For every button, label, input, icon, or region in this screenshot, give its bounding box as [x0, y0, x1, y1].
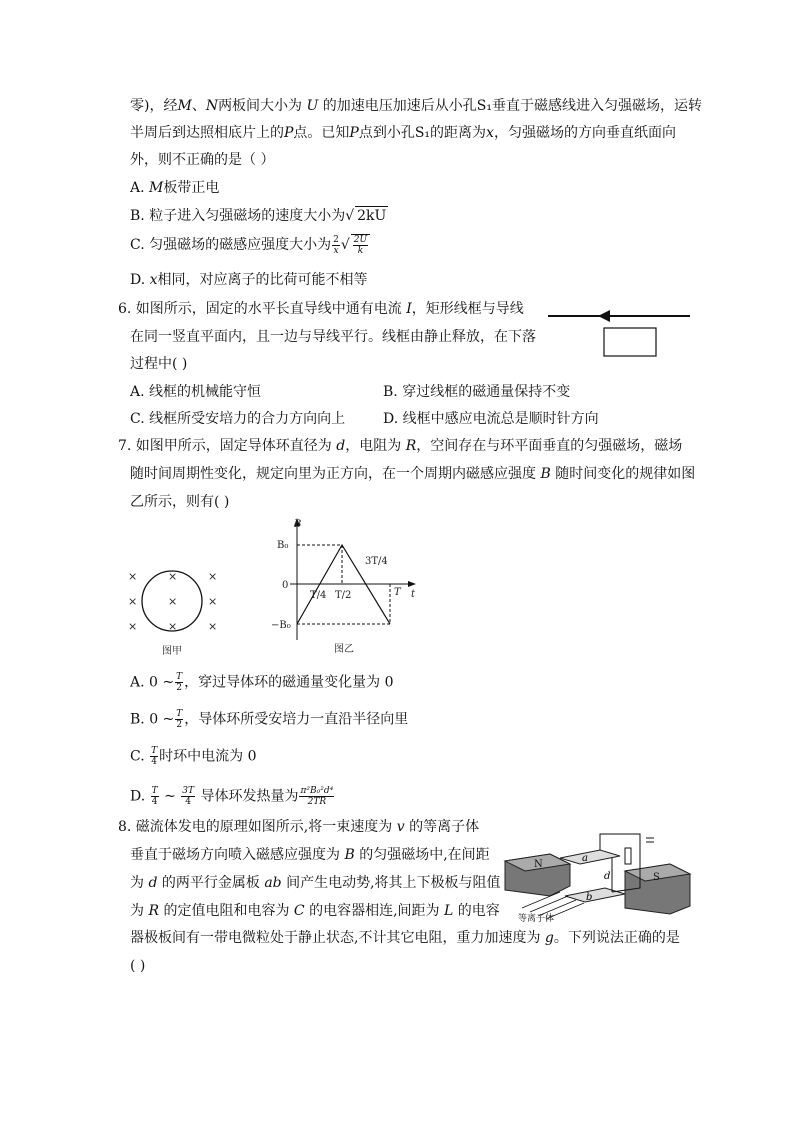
- q5-line1: 零)，经M、N两板间大小为 U 的加速电压加速后从小孔S₁垂直于磁感线进入匀强磁场，运转: [130, 98, 702, 114]
- field-cross: ×: [168, 595, 178, 608]
- q5-option-c: C. 匀强磁场的磁感应强度大小为 $\frac{2}{x}$ √ $\frac{2U}{k}$: [130, 234, 371, 256]
- q7-line3: 乙所示，则有( ): [130, 494, 230, 510]
- q8-line5: 器极板间有一带电微粒处于静止状态,不计其它电阻，重力加速度为 g。下列说法正确的是: [130, 930, 680, 946]
- x-axis-label: t: [411, 589, 416, 600]
- q5-option-b: B. 粒子进入匀强磁场的速度大小为√ 2kU: [130, 208, 387, 224]
- field-cross: ×: [168, 570, 178, 583]
- field-cross: ×: [128, 570, 138, 583]
- field-cross: ×: [208, 620, 218, 633]
- q6-line1: 6. 如图所示，固定的水平长直导线中通有电流 I，矩形线框与导线: [118, 301, 524, 317]
- q6-line3: 过程中( ): [130, 356, 188, 372]
- plate-a-label: a: [582, 853, 588, 864]
- q5-option-d: D. x相同，对应离子的比荷可能不相等: [130, 272, 368, 288]
- field-cross: ×: [208, 570, 218, 583]
- plate-a: [560, 850, 620, 864]
- field-cross: ×: [208, 595, 218, 608]
- loop-rectangle: [604, 328, 656, 356]
- q5-line3: 外，则不正确的是（ ）: [130, 152, 275, 168]
- x-arrow-icon: [408, 581, 416, 587]
- field-cross: ×: [168, 620, 178, 633]
- field-cross: ×: [128, 620, 138, 633]
- origin-label: 0: [282, 580, 289, 591]
- fig-yi-caption: 图乙: [334, 644, 354, 655]
- fig-yi: [270, 515, 430, 657]
- q7-option-a: A. 0 ~ $\frac{T}{2}$ ，穿过导体环的磁通量变化量为 0: [130, 672, 394, 693]
- magnet-s-label: S: [653, 872, 660, 883]
- q6-line2: 在同一竖直平面内，且一边与导线平行。线框由静止释放，在下落: [130, 329, 536, 345]
- q6-option-c: C. 线框所受安培力的合力方向向上: [130, 411, 346, 427]
- q6-option-b: B. 穿过线框的磁通量保持不变: [383, 384, 571, 400]
- field-cross: ×: [128, 595, 138, 608]
- resistor: [625, 848, 631, 864]
- fig-jia: [122, 560, 232, 660]
- q5-line2: 半周后到达照相底片上的P点。已知P点到小孔S₁的距离为x，匀强磁场的方向垂直纸面向: [130, 125, 676, 141]
- fig-jia-caption: 图甲: [162, 646, 182, 657]
- y-axis-label: B: [294, 519, 302, 530]
- q8-figure: [500, 826, 700, 922]
- magnet-n-label: N: [534, 859, 543, 870]
- current-arrow-icon: [598, 310, 610, 322]
- q7-line1: 7. 如图甲所示，固定导体环直径为 d，电阻为 R，空间存在与环平面垂直的匀强磁场，磁场: [118, 438, 683, 454]
- q8-line6: ( ): [130, 958, 146, 974]
- q7-option-d: D. $\frac{T}{4}$ ~ $\frac{3T}{4}$ 导体环发热量为 $\frac{\text{π²B₀²d⁴}}{2TR}$: [130, 786, 334, 807]
- q8-line4: 为 R 的定值电阻和电容为 C 的电容器相连,间距为 L 的电容: [130, 903, 500, 919]
- q7-option-b: B. 0 ~ $\frac{T}{2}$ ，导体环所受安培力一直沿半径向里: [130, 709, 409, 730]
- plate-b-label: b: [586, 892, 593, 903]
- q8-line3: 为 d 的两平行金属板 ab 间产生电动势,将其上下极板与阻值: [130, 875, 501, 891]
- plate-b: [565, 888, 625, 902]
- q8-line2: 垂直于磁场方向喷入磁感应强度为 B 的匀强磁场中,在间距: [130, 847, 490, 863]
- q6-option-d: D. 线框中感应电流总是顺时针方向: [383, 411, 599, 427]
- t-label: T: [394, 587, 401, 598]
- neg-b0-label: −B₀: [271, 620, 291, 631]
- q7-line2: 随时间周期性变化，规定向里为正方向，在一个周期内磁感应强度 B 随时间变化的规律如图: [130, 466, 696, 482]
- q8-line1: 8. 磁流体发电的原理如图所示,将一束速度为 v 的等离子体: [118, 819, 480, 835]
- q7-option-c: C. $\frac{T}{4}$ 时环中电流为 0: [130, 746, 257, 767]
- q6-option-a: A. 线框的机械能守恒: [130, 384, 262, 400]
- t34-label: 3T/4: [365, 556, 388, 567]
- t2-label: T/2: [335, 590, 352, 601]
- t4-label: T/4: [310, 590, 327, 601]
- plasma-label: 等离子体: [518, 914, 555, 922]
- q6-figure: [540, 306, 700, 366]
- q5-option-a: A. M板带正电: [130, 180, 220, 196]
- gap-d-label: d: [604, 871, 611, 882]
- b0-label: B₀: [277, 540, 289, 551]
